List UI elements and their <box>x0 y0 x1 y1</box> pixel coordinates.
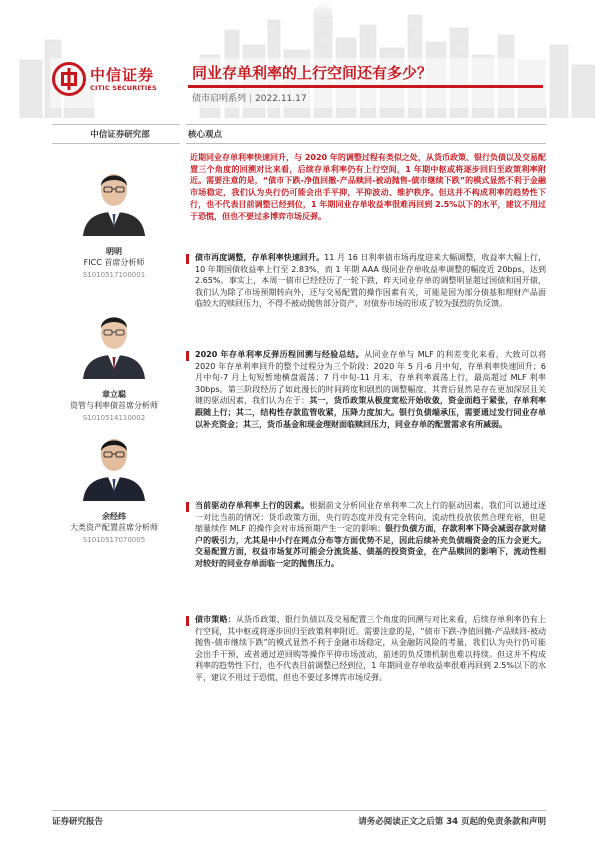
analyst-name: 章立聪 <box>102 390 126 399</box>
body-section <box>186 614 546 684</box>
logo-english-text: CITIC SECURITIES <box>90 84 157 92</box>
footer-report-type: 证券研究报告 <box>52 817 104 827</box>
section-marker <box>186 351 189 361</box>
section-paragraph <box>195 500 546 570</box>
section-paragraph <box>195 614 546 684</box>
section-marker <box>186 616 189 626</box>
avatar-photo <box>79 160 149 236</box>
section-emphasis: 其一，货币政策从极度宽松开始收敛，资金面趋于紧张，存单利率跟随上行；其二，结构性存款监管收紧，压降力度加大。银行负债端承压，需要通过发行同业存单以补充资金；其三，货币基金和现金理财面临赎回压力，同业存单的配置需求有所减弱。 <box>195 396 547 429</box>
analyst-card <box>52 303 176 423</box>
sidebar-heading: 中信证券研究部 <box>90 130 150 140</box>
body-section <box>186 500 546 570</box>
section-body: 11 月 16 日利率债市场再度迎来大幅调整，收益率大幅上行，10 年期国债收益率上行至 2.83%，而 1 年期 AAA 级同业存单收益率调整的幅度近 20bps，达到 2.65%。事实上，本周一债市已经经历了一轮下跌，昨天同业存单的调整明显超过国债和国开债，我们认为除了市场预期转向外，还与交易配置的操作因素有关，可能是因为部分债基和理财产品面临较大的赎回压力，不得不被动抛售部分资产，对债券市场的形成了较为强烈的负反馈。 <box>195 253 546 309</box>
analyst-name: 余经纬 <box>102 512 126 521</box>
citic-logo-icon <box>52 62 86 96</box>
analyst-role: 大类资产配置首席分析师 <box>70 523 158 532</box>
report-subtitle <box>192 91 307 104</box>
section-body: 从货币政策、银行负债以及交易配置三个角度的回溯与对比来看，后续存单利率仍有上行空间，其中枢或将逐步回归至政策利率附近。需要注意的是，“债市下跌-净值回撤-产品赎回-被动抛售-债市继续下跌”的模式显然不利于金融市场稳定，从金融防风险的考量，我们认为央行仍可能会出手干预，或者通过逆回购等操作平抑市场波动，前述的负反馈机制也难以持续。但这并不构成利率的趋势性下行，也不代表目前调整已经到位，1 年期同业存单收益率很难再回到 2.5%以下的水平，建议不用过于恐慌，但也不要过多博弈市场反弹。 <box>195 615 547 682</box>
title-rule <box>188 85 543 88</box>
body-section <box>186 252 546 310</box>
report-header <box>0 0 595 118</box>
section-lead: 2020 年存单利率反弹历程回溯与经验总结。 <box>195 350 365 359</box>
main-top-rule <box>186 124 546 125</box>
avatar-photo <box>79 303 149 379</box>
section-paragraph <box>195 252 546 310</box>
section-marker <box>186 502 189 512</box>
section-marker <box>186 254 189 264</box>
analyst-role: FICC 首席分析师 <box>83 258 145 267</box>
avatar-photo <box>79 425 149 501</box>
analyst-license-id: S1010517100001 <box>82 271 146 279</box>
footer-disclaimer-note: 请务必阅读正文之后第 34 页起的免责条款和声明 <box>358 817 546 827</box>
analyst-card <box>52 160 176 280</box>
citic-securities-logo <box>52 62 192 102</box>
body-section <box>186 349 546 430</box>
section-paragraph <box>195 349 546 430</box>
section-body: 根据前文分析同业存单利率二次上行的驱动因素，我们可以通过逐一对比当前的情况：货币政策方面，央行的态度并没有完全转向，流动性投放依然合理充裕，但是缩量续作 MLF 的操作会对市场预期产生一定的影响； <box>195 501 547 534</box>
report-date: 2022.11.17 <box>255 94 307 104</box>
analyst-license-id: S1010517070005 <box>82 536 146 544</box>
section-lead: 债市策略： <box>195 615 236 624</box>
key-points-summary: 近期同业存单利率快速回升，与 2020 年的调整过程有类似之处，从货币政策、银行负债以及交易配置三个角度的回溯对比来看，后续存单利率仍有上行空间，1 年期中枢或将逐步回归至政策利率附近。需要注意的是，“债市下跌-净值回撤-产品赎回-被动抛售-债市继续下跌”的模式显然不利于金融市场稳定，我们认为央行仍可能会出手平抑，平抑波动、维护秩序。但这并不构成利率的趋势性下行，也不代表目前调整已经到位，1 年期同业存单收益率很难再回到 2.5%以下的水平，建议不用过于恐慌，但也不要过多博弈市场反弹。 <box>190 153 546 221</box>
sidebar-top-rule <box>52 124 180 125</box>
section-lead: 当前驱动存单利率上行的因素。 <box>195 501 310 510</box>
analyst-name: 明明 <box>106 247 122 256</box>
section-lead: 债市再度调整，存单利率快速回升。 <box>195 253 325 262</box>
main-heading-rule <box>186 143 546 144</box>
analyst-role: 资管与利率债首席分析师 <box>70 401 158 410</box>
section-body: 从同业存单与 MLF 的利差变化来看，大致可以将 2020 年存单利率回升的整个过程分为三个阶段：2020 年 5 月-6 月中旬，存单利率快速回升；6 月中旬-7 月上旬短暂地横盘震荡；7 月中旬-11 月末，存单利率震荡上行，最高超过 MLF 利率 30bps。第三阶段经历了如此漫长的时间跨度和剧烈的调整幅度，其背后显然是存在更加深层且关键的驱动因素，我们认为在于： <box>195 350 546 406</box>
footer-rule <box>52 810 546 811</box>
analyst-card <box>52 425 176 545</box>
analyst-license-id: S1010514110002 <box>82 414 146 422</box>
main-heading: 核心观点 <box>188 130 223 140</box>
section-emphasis: 银行负债方面，存款利率下降会减弱存款对储户的吸引力，尤其是中小行在网点分布等方面优势不足，因此后续补充负债端资金的压力会更大。交易配置方面，权益市场复苏可能会分流货基、债基的投资资金，在产品赎回的影响下，流动性相对较好的同业存单面临一定的抛售压力。 <box>195 524 547 568</box>
report-title: 同业存单利率的上行空间还有多少？ <box>192 64 433 82</box>
logo-chinese-text: 中信证券 <box>90 66 155 84</box>
subtitle-separator: | <box>249 94 253 104</box>
sidebar-heading-rule <box>52 143 180 144</box>
report-series: 债市启明系列 <box>192 94 247 104</box>
